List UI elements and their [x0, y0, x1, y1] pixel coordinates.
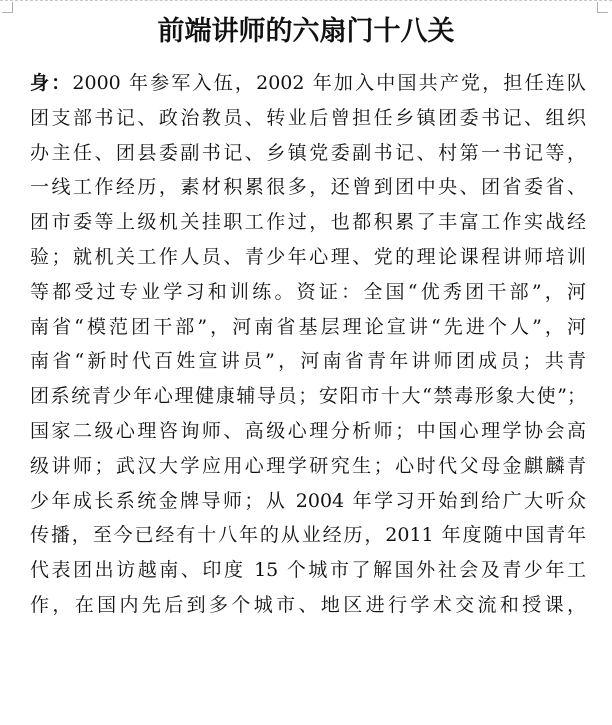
paragraph-label: 身： [30, 72, 73, 94]
text-line [30, 66, 586, 101]
crop-mark-left [2, 2, 13, 13]
text-line: 代表团出访越南、印度 15 个城市了解国外社会及青少年工 [30, 559, 586, 582]
text-line: 南省“新时代百姓宣讲员”，河南省青年讲师团成员；共青 [30, 350, 586, 373]
text-line: 验；就机关工作人员、青少年心理、党的理论课程讲师培训 [30, 245, 586, 268]
text-line: 南省“模范团干部”，河南省基层理论宣讲“先进个人”，河 [30, 315, 586, 338]
text-line: 办主任、团县委副书记、乡镇党委副书记、村第一书记等， [30, 141, 586, 164]
text-line: 级讲师；武汉大学应用心理学研究生；心时代父母金麒麟青 [30, 454, 586, 477]
text-line: 国家二级心理咨询师、高级心理分析师；中国心理学协会高 [30, 419, 586, 442]
text-line: 少年成长系统金牌导师；从 2004 年学习开始到给广大听众 [30, 489, 586, 512]
document-title: 前端讲师的六扇门十八关 [157, 16, 455, 47]
text-line: 一线工作经历，素材积累很多，还曾到团中央、团省委省、 [30, 176, 586, 199]
crop-mark-right [597, 2, 608, 13]
page-top-border [0, 0, 612, 5]
text-line: 作，在国内先后到多个城市、地区进行学术交流和授课， [30, 593, 586, 616]
text-line-content: 2000 年参军入伍，2002 年加入中国共产党，担任连队 [72, 72, 586, 94]
text-line: 传播，至今已经有十八年的从业经历，2011 年度随中国青年 [30, 524, 586, 547]
text-line: 团支部书记、政治教员、转业后曾担任乡镇团委书记、组织 [30, 106, 586, 129]
text-line: 团系统青少年心理健康辅导员；安阳市十大“禁毒形象大使”； [30, 385, 586, 408]
text-line: 等都受过专业学习和训练。资证：全国“优秀团干部”，河 [30, 280, 586, 303]
document-body [30, 66, 586, 623]
text-line: 团市委等上级机关挂职工作过，也都积累了丰富工作实战经 [30, 211, 586, 234]
